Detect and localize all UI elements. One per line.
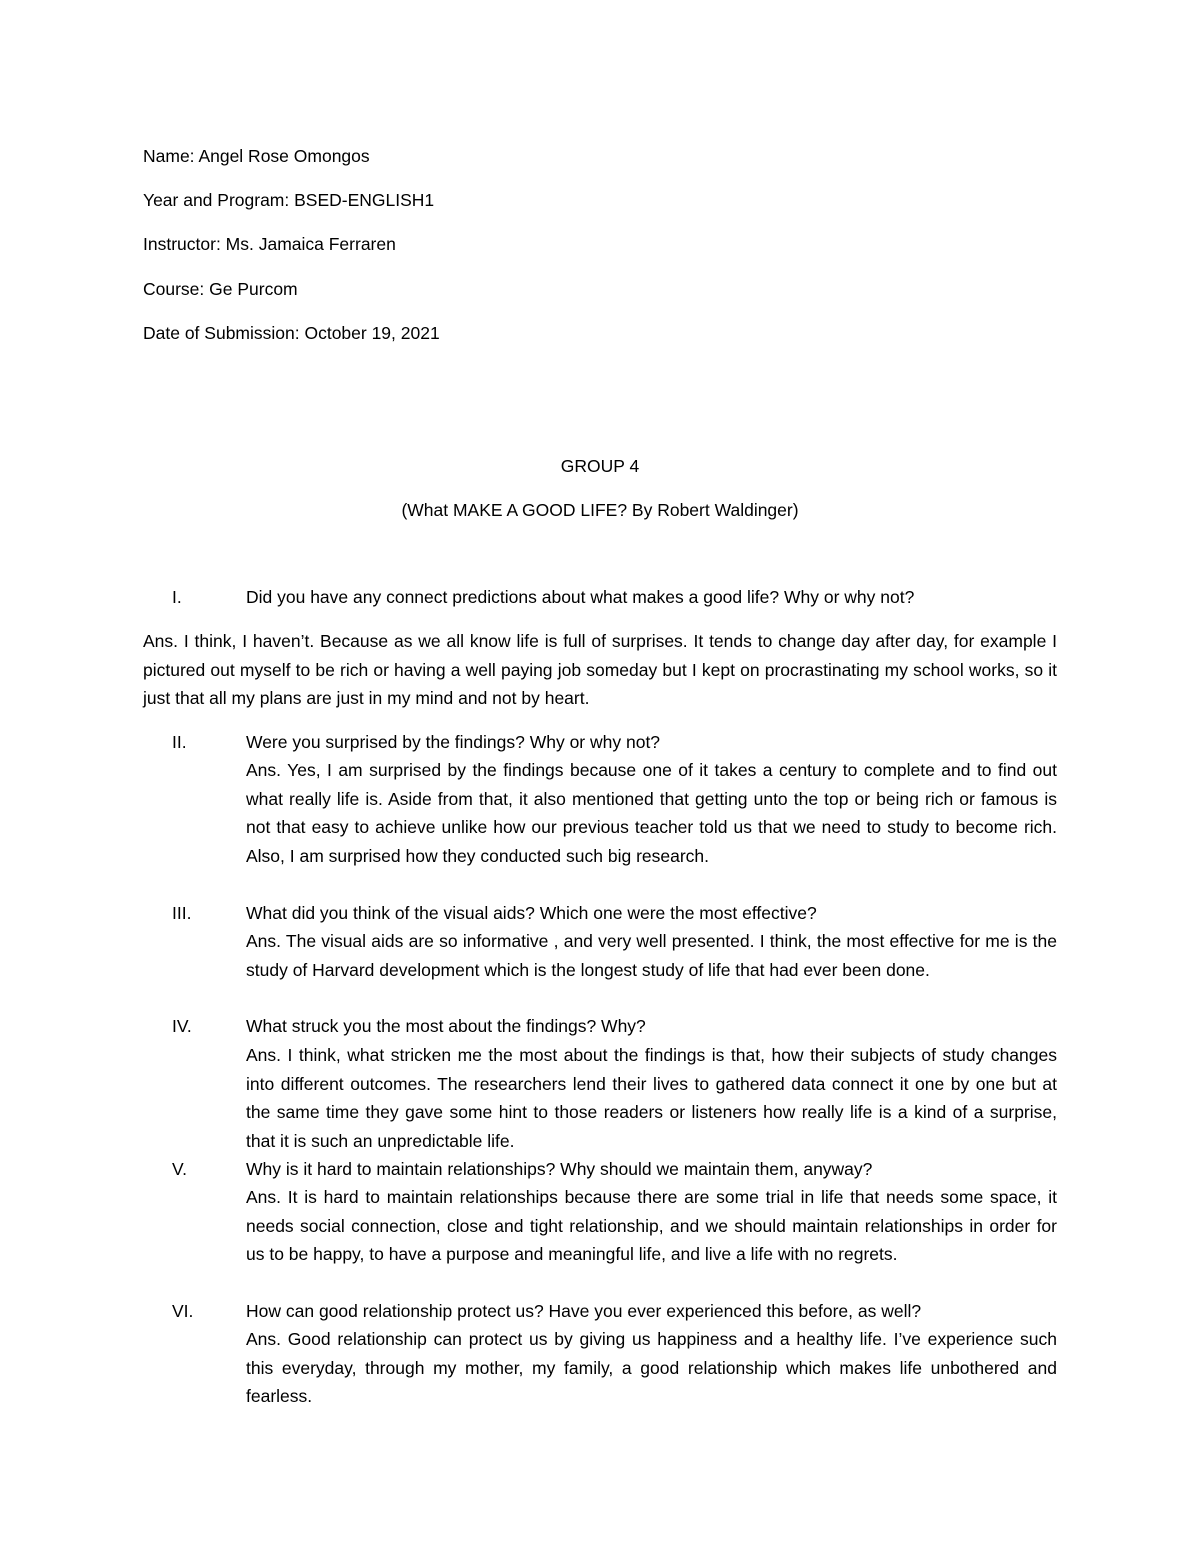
year-and-program: Year and Program: BSED-ENGLISH1 [143, 190, 435, 210]
submission-date: Date of Submission: October 19, 2021 [143, 323, 440, 343]
question-text: How can good relationship protect us? Have you ever experienced this before, as well? [246, 1301, 922, 1321]
answer-text: Ans. I think, what stricken me the most about the findings is that, how their subjects of study changes into different outcomes. The researchers lend their lives to gathered data connect it one by one but at the same time they gave some hint to those readers or listeners how really life is a kind of a surprise, that it is such an unpredictable life. [246, 1045, 1057, 1151]
question-number: I. [172, 587, 182, 607]
instructor: Instructor: Ms. Jamaica Ferraren [143, 234, 396, 254]
answer-text: Ans. Good relationship can protect us by giving us happiness and a healthy life. I’ve experience such this everyday, through my mother, my family, a good relationship which makes life unbothered and fearless. [246, 1329, 1057, 1406]
question-number: II. [172, 732, 187, 752]
answer-text: Ans. It is hard to maintain relationships because there are some trial in life that needs some space, it needs social connection, close and tight relationship, and we should maintain relationships in order for us to be happy, to have a purpose and meaningful life, and live a life with no regrets. [246, 1187, 1057, 1264]
question-text: Were you surprised by the findings? Why or why not? [246, 732, 661, 752]
question-text: Why is it hard to maintain relationships? Why should we maintain them, anyway? [246, 1159, 873, 1179]
answer-text: Ans. The visual aids are so informative , and very well presented. I think, the most effective for me is the study of Harvard development which is the longest study of life that had ever been done. [246, 931, 1057, 980]
answer-text: Ans. Yes, I am surprised by the findings because one of it takes a century to complete and to find out what really life is. Aside from that, it also mentioned that getting unto the top or being rich or famous is not that easy to achieve unlike how our previous teacher told us that we need to study to become rich. Also, I am surprised how they conducted such big research. [246, 760, 1057, 866]
question-number: III. [172, 903, 192, 923]
question-text: What did you think of the visual aids? Which one were the most effective? [246, 903, 817, 923]
question-text: What struck you the most about the findings? Why? [246, 1016, 646, 1036]
question-number: VI. [172, 1301, 194, 1321]
answer-text: Ans. I think, I haven’t. Because as we all know life is full of surprises. It tends to change day after day, for example I pictured out myself to be rich or having a well paying job someday but I kept on procrastinating my school works, so it just that all my plans are just in my mind and not by heart. [143, 631, 1057, 708]
question-number: V. [172, 1159, 187, 1179]
student-name: Name: Angel Rose Omongos [143, 146, 370, 166]
course: Course: Ge Purcom [143, 279, 298, 299]
question-text: Did you have any connect predictions about what makes a good life? Why or why not? [246, 587, 915, 607]
essay-subtitle: (What MAKE A GOOD LIFE? By Robert Waldinger) [401, 500, 799, 520]
question-number: IV. [172, 1016, 192, 1036]
group-title: GROUP 4 [560, 456, 640, 476]
